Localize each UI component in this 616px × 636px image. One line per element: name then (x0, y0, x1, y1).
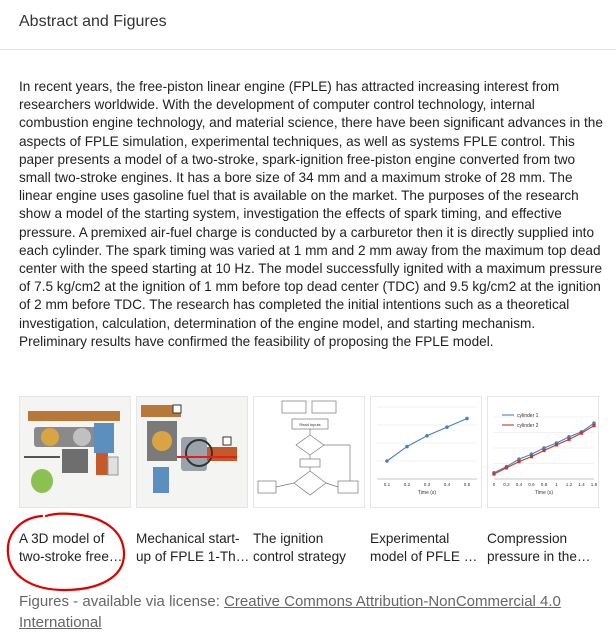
x-tick-label: 1.4 (578, 482, 585, 487)
data-point (492, 472, 495, 475)
license-line (19, 591, 609, 633)
experimental-line-chart (371, 397, 482, 508)
data-point (425, 434, 429, 438)
x-axis-label: Time (s) (417, 490, 437, 496)
figure-card-2[interactable] (136, 396, 252, 568)
data-point (465, 417, 469, 421)
figure-thumbnail-3[interactable] (253, 396, 365, 508)
figure-thumbnail-1[interactable] (19, 396, 131, 508)
x-tick-label: 0.6 (528, 482, 535, 487)
data-point (517, 460, 520, 463)
abstract-text: In recent years, the free-piston linear engine (FPLE) has attracted increasing interest from researchers worldwide. With the development of computer control technology, internal combustion engine technology, and material science, there have been significant advances in the aspects of FPLE simulation, experimental techniques, as well as systems FPLE control. This paper presents a model of a two-stroke, spark-ignition free-piston engine converted from two small two-stroke engines. It has a bore size of 34 mm and a maximum stroke of 28 mm. The linear engine uses gasoline fuel that is available on the market. The purposes of the research show a model of the starting system, investigation the effects of spark timing, and effective pressure. A premixed air-fuel charge is conducted by a carburetor then it is directly supplied into each cylinder. The spark timing was varied at 1 mm and 2 mm away from the maximum top dead center with the speed starting at 10 Hz. The model successfully ignited with a maximum pressure of 7.5 kg/cm2 at the ignition of 1 mm before top dead center (TDC) and 9.5 kg/cm2 at the ignition of 2 mm before TDC. The research has completed the initial intentions such as a theoretical investigation, calculation, determination of the engine model, and starting mechanism. Preliminary results have confirmed the feasibility of proposing the FPLE model. (19, 79, 603, 349)
flow-read-inputs-label: Read inputs (299, 422, 321, 427)
section-header (0, 0, 616, 50)
data-point (405, 445, 409, 449)
x-tick-label: 0.4 (515, 482, 523, 487)
x-tick-label: 1.2 (565, 482, 573, 487)
section-title: Abstract and Figures (19, 13, 167, 30)
data-point (530, 455, 533, 458)
engine-3d-model-image (20, 397, 131, 508)
figure-thumbnail-2[interactable] (136, 396, 248, 508)
figure-caption-2[interactable]: Mechanical start- up of FPLE 1-Th… (136, 531, 250, 565)
x-tick-label: 0.8 (540, 482, 548, 487)
figures-strip (19, 396, 609, 568)
license-prefix: Figures - available via license: (19, 593, 225, 610)
x-tick-label: 0.3 (423, 482, 431, 487)
ignition-flowchart-image (254, 397, 365, 508)
figure-card-4[interactable] (370, 396, 486, 568)
x-tick-label: 0.2 (503, 482, 510, 487)
x-tick-label: 0.2 (403, 482, 411, 487)
figure-thumbnail-5[interactable] (487, 396, 599, 508)
x-tick-label: 0.1 (383, 482, 391, 487)
x-axis-label: Time (s) (534, 490, 554, 496)
data-point (542, 449, 545, 452)
x-tick-label: 1 (555, 482, 558, 487)
license-link[interactable]: Creative Commons Attribution-NonCommercial 4.0 International (19, 593, 561, 631)
data-point (567, 438, 570, 441)
data-point (580, 432, 583, 435)
legend-label: cylinder 1 (517, 412, 539, 419)
data-point (385, 459, 389, 463)
figure-card-3[interactable] (253, 396, 369, 568)
data-point (505, 466, 508, 469)
compression-pressure-chart (488, 397, 599, 508)
data-point (555, 443, 558, 446)
figure-caption-3[interactable]: The ignition control strategy (253, 531, 346, 565)
figure-thumbnail-4[interactable] (370, 396, 482, 508)
x-tick-label: 0.4 (443, 482, 451, 487)
x-tick-label: 0 (492, 482, 496, 487)
figure-caption-4[interactable]: Experimental model of PFLE … (370, 531, 478, 565)
figure-caption-5[interactable]: Compression pressure in the… (487, 531, 591, 565)
figure-card-1[interactable] (19, 396, 135, 568)
figure-caption-1[interactable]: A 3D model of two-stroke free… (19, 531, 123, 565)
data-point (592, 424, 595, 427)
x-tick-label: 0.5 (463, 482, 471, 487)
legend-label: cylinder 2 (517, 422, 539, 429)
mechanical-startup-image (137, 397, 248, 508)
data-point (445, 425, 449, 429)
x-tick-label: 1.6 (590, 482, 598, 487)
figure-card-5[interactable] (487, 396, 603, 568)
